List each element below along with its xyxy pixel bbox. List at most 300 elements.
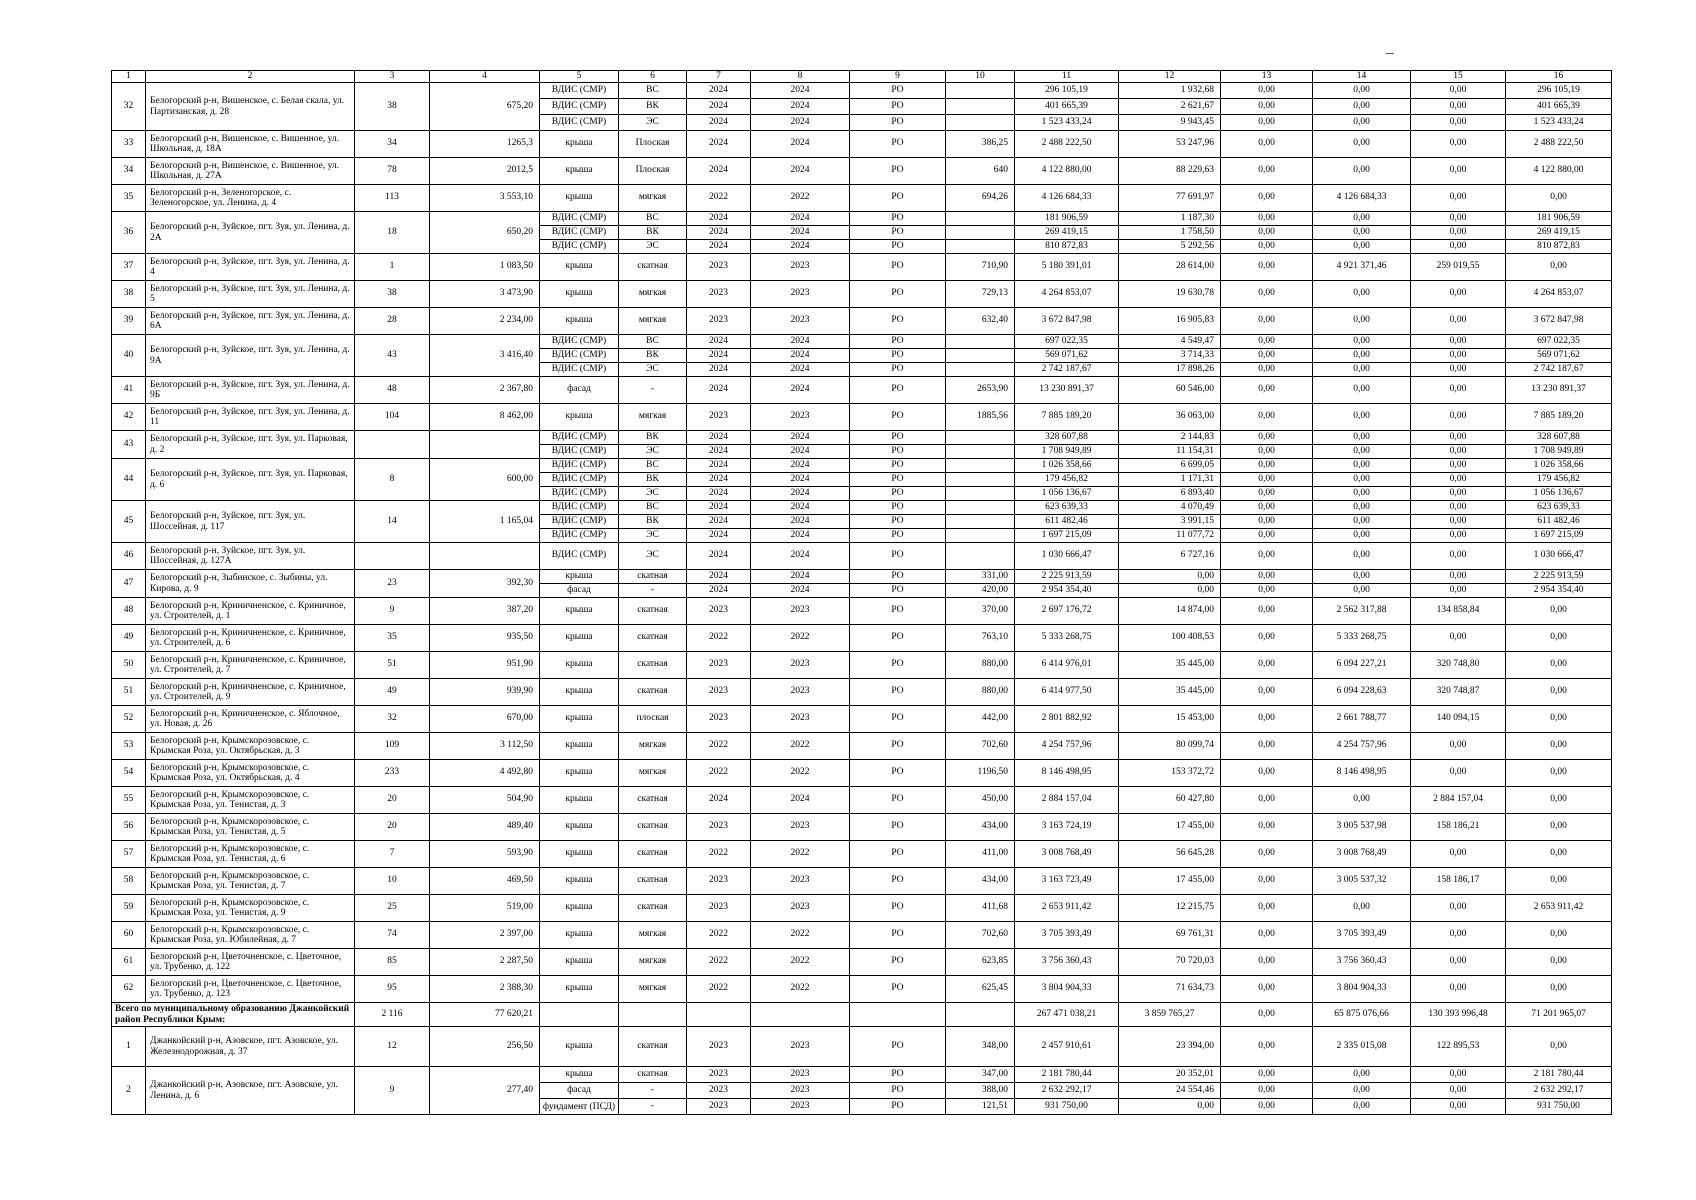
address-cell: Белогорский р-н, Зуйское, пгт. Зуя, ул. Ленина, д. 5: [146, 281, 355, 308]
row-number: 48: [112, 598, 146, 625]
total-area: 489,40: [430, 814, 540, 841]
fact-year: 2024: [751, 335, 850, 349]
work-subtype: скатная: [619, 625, 687, 652]
address-cell: Белогорский р-н, Зуйское, пгт. Зуя, ул. Ленина, д. 2А: [146, 212, 355, 254]
executor: РО: [850, 1099, 946, 1115]
fund-federal: 0,00: [1221, 212, 1313, 226]
table-row: [112, 501, 1612, 515]
fund-owners: 2 954 354,40: [1506, 584, 1612, 598]
table-row: [112, 185, 1612, 212]
executor: РО: [850, 529, 946, 543]
work-cost: 1 708 949,89: [1015, 445, 1119, 459]
total-area: 3 416,40: [430, 335, 540, 377]
work-volume: 411,68: [946, 895, 1015, 922]
executor: РО: [850, 281, 946, 308]
fund-owners: 1 523 433,24: [1506, 115, 1612, 131]
unit-cost: 88 229,63: [1119, 158, 1221, 185]
executor: РО: [850, 308, 946, 335]
work-volume: 880,00: [946, 652, 1015, 679]
fact-year: 2022: [751, 949, 850, 976]
executor: РО: [850, 459, 946, 473]
residents-count: 1: [355, 254, 430, 281]
work-type: фундамент (ПСД): [540, 1099, 619, 1115]
fund-federal: 0,00: [1221, 1067, 1313, 1083]
work-cost: 2 181 780,44: [1015, 1067, 1119, 1083]
table-row: [112, 760, 1612, 787]
fact-year: 2024: [751, 131, 850, 158]
executor: РО: [850, 349, 946, 363]
fact-year: 2022: [751, 733, 850, 760]
fund-local: 0,00: [1411, 404, 1506, 431]
address-cell: Белогорский р-н, Зуйское, пгт. Зуя, ул. Ленина, д. 11: [146, 404, 355, 431]
work-cost: 401 665,39: [1015, 99, 1119, 115]
plan-year: 2022: [687, 922, 751, 949]
plan-year: 2024: [687, 377, 751, 404]
work-cost: 2 801 882,92: [1015, 706, 1119, 733]
work-cost: 8 146 498,95: [1015, 760, 1119, 787]
work-subtype: скатная: [619, 895, 687, 922]
total-area: 277,40: [430, 1067, 540, 1115]
table-row: [112, 212, 1612, 226]
fact-year: 2024: [751, 240, 850, 254]
fund-local: 0,00: [1411, 131, 1506, 158]
total-area: 939,90: [430, 679, 540, 706]
work-volume: [946, 115, 1015, 131]
fact-year: 2024: [751, 115, 850, 131]
address-cell: Белогорский р-н, Зуйское, пгт. Зуя, ул. Ленина, д. 9А: [146, 335, 355, 377]
column-number-6: 6: [619, 71, 687, 83]
fund-republic: 0,00: [1313, 515, 1411, 529]
residents-count: 10: [355, 868, 430, 895]
fund-local: 0,00: [1411, 335, 1506, 349]
work-type: крыша: [540, 841, 619, 868]
work-cost: 296 105,19: [1015, 83, 1119, 99]
fund-republic: 0,00: [1313, 240, 1411, 254]
plan-year: 2024: [687, 584, 751, 598]
fund-federal: 0,00: [1221, 501, 1313, 515]
fund-republic: 6 094 228,63: [1313, 679, 1411, 706]
total-area: 600,00: [430, 459, 540, 501]
plan-year: 2024: [687, 445, 751, 459]
fact-year: 2023: [751, 868, 850, 895]
plan-year: 2024: [687, 473, 751, 487]
fact-year: 2023: [751, 895, 850, 922]
fund-federal: 0,00: [1221, 185, 1313, 212]
row-number: 57: [112, 841, 146, 868]
executor: РО: [850, 1083, 946, 1099]
address-cell: Белогорский р-н, Зуйское, пгт. Зуя, ул. Ленина, д. 4: [146, 254, 355, 281]
column-number-11: 11: [1015, 71, 1119, 83]
table-row: [112, 841, 1612, 868]
executor: РО: [850, 868, 946, 895]
column-number-7: 7: [687, 71, 751, 83]
fund-republic: 0,00: [1313, 459, 1411, 473]
work-cost: 3 163 723,49: [1015, 868, 1119, 895]
table-row: [112, 868, 1612, 895]
fund-owners: 1 056 136,67: [1506, 487, 1612, 501]
table-row: [112, 733, 1612, 760]
column-number-5: 5: [540, 71, 619, 83]
unit-cost: 2 144,83: [1119, 431, 1221, 445]
residents-count: 18: [355, 212, 430, 254]
fund-republic: 4 921 371,46: [1313, 254, 1411, 281]
fund-republic: 0,00: [1313, 445, 1411, 459]
fund-local: 0,00: [1411, 445, 1506, 459]
fund-republic: 0,00: [1313, 1099, 1411, 1115]
unit-cost: 23 394,00: [1119, 1027, 1221, 1067]
fund-republic: 0,00: [1313, 226, 1411, 240]
fact-year: 2024: [751, 515, 850, 529]
executor: РО: [850, 787, 946, 814]
unit-cost: 53 247,96: [1119, 131, 1221, 158]
work-type: ВДИС (СМР): [540, 349, 619, 363]
fund-republic: 0,00: [1313, 501, 1411, 515]
residents-count: 28: [355, 308, 430, 335]
fund-owners: 2 181 780,44: [1506, 1067, 1612, 1083]
address-cell: Белогорский р-н, Цветочненское, с. Цветочное, ул. Трубенко, д. 123: [146, 976, 355, 1003]
fund-local: 158 186,21: [1411, 814, 1506, 841]
row-number: 34: [112, 158, 146, 185]
fact-year: 2024: [751, 529, 850, 543]
table-row: [112, 787, 1612, 814]
unit-cost: 4 070,49: [1119, 501, 1221, 515]
table-row: [112, 281, 1612, 308]
row-number: 49: [112, 625, 146, 652]
work-volume: [946, 487, 1015, 501]
fund-republic: 0,00: [1313, 529, 1411, 543]
work-subtype: -: [619, 377, 687, 404]
work-cost: 3 756 360,43: [1015, 949, 1119, 976]
executor: РО: [850, 1027, 946, 1067]
work-type: крыша: [540, 254, 619, 281]
fact-year: 2023: [751, 1027, 850, 1067]
work-volume: [946, 473, 1015, 487]
executor: РО: [850, 363, 946, 377]
address-cell: Белогорский р-н, Крымскорозовское, с. Крымская Роза, ул. Октябрьская, д. 3: [146, 733, 355, 760]
work-subtype: скатная: [619, 570, 687, 584]
work-type: ВДИС (СМР): [540, 226, 619, 240]
fund-republic: 0,00: [1313, 570, 1411, 584]
unit-cost: 80 099,74: [1119, 733, 1221, 760]
fund-republic: 0,00: [1313, 473, 1411, 487]
fund-owners: 611 482,46: [1506, 515, 1612, 529]
row-number: 37: [112, 254, 146, 281]
fund-republic: 3 005 537,98: [1313, 814, 1411, 841]
executor: РО: [850, 733, 946, 760]
total-area: 670,00: [430, 706, 540, 733]
executor: РО: [850, 131, 946, 158]
unit-cost: 11 077,72: [1119, 529, 1221, 543]
unit-cost: 6 699,05: [1119, 459, 1221, 473]
table-row: [112, 459, 1612, 473]
fund-local: 0,00: [1411, 733, 1506, 760]
work-cost: 179 456,82: [1015, 473, 1119, 487]
work-type: крыша: [540, 760, 619, 787]
executor: РО: [850, 949, 946, 976]
plan-year: 2023: [687, 706, 751, 733]
unit-cost: 70 720,03: [1119, 949, 1221, 976]
work-cost: 931 750,00: [1015, 1099, 1119, 1115]
work-cost: 1 030 666,47: [1015, 543, 1119, 570]
fund-federal: 0,00: [1221, 1027, 1313, 1067]
work-subtype: мягкая: [619, 760, 687, 787]
fund-owners: 2 632 292,17: [1506, 1083, 1612, 1099]
work-volume: 729,13: [946, 281, 1015, 308]
row-number: 61: [112, 949, 146, 976]
work-subtype: ЭС: [619, 363, 687, 377]
table-row: [112, 1027, 1612, 1067]
executor: РО: [850, 501, 946, 515]
row-number: 2: [112, 1067, 146, 1115]
row-number: 1: [112, 1027, 146, 1067]
fund-republic: 0,00: [1313, 1083, 1411, 1099]
work-volume: 347,00: [946, 1067, 1015, 1083]
executor: РО: [850, 706, 946, 733]
plan-year: 2024: [687, 487, 751, 501]
total-area: [430, 543, 540, 570]
fact-year: 2023: [751, 404, 850, 431]
plan-year: 2023: [687, 679, 751, 706]
work-subtype: скатная: [619, 841, 687, 868]
total-area: 392,30: [430, 570, 540, 598]
unit-cost: 100 408,53: [1119, 625, 1221, 652]
work-subtype: скатная: [619, 679, 687, 706]
unit-cost: 35 445,00: [1119, 652, 1221, 679]
fund-republic: 0,00: [1313, 99, 1411, 115]
fund-federal: 0,00: [1221, 949, 1313, 976]
fund-owners: 569 071,62: [1506, 349, 1612, 363]
fund-owners: 2 653 911,42: [1506, 895, 1612, 922]
unit-cost: 15 453,00: [1119, 706, 1221, 733]
scan-mark: [1386, 53, 1394, 54]
work-cost: 2 632 292,17: [1015, 1083, 1119, 1099]
work-type: фасад: [540, 377, 619, 404]
fact-year: 2024: [751, 445, 850, 459]
unit-cost: 2 621,67: [1119, 99, 1221, 115]
unit-cost: 3 714,33: [1119, 349, 1221, 363]
fund-owners: 697 022,35: [1506, 335, 1612, 349]
work-type: ВДИС (СМР): [540, 487, 619, 501]
fact-year: 2023: [751, 1067, 850, 1083]
total-c12: 3 859 765,27: [1119, 1003, 1221, 1027]
work-cost: 623 639,33: [1015, 501, 1119, 515]
work-subtype: Плоская: [619, 131, 687, 158]
fact-year: 2024: [751, 212, 850, 226]
fund-federal: 0,00: [1221, 895, 1313, 922]
fund-republic: 6 094 227,21: [1313, 652, 1411, 679]
fund-local: 2 884 157,04: [1411, 787, 1506, 814]
column-number-9: 9: [850, 71, 946, 83]
executor: РО: [850, 895, 946, 922]
fund-federal: 0,00: [1221, 760, 1313, 787]
fund-federal: 0,00: [1221, 841, 1313, 868]
work-subtype: ЭС: [619, 240, 687, 254]
work-type: крыша: [540, 787, 619, 814]
work-type: крыша: [540, 814, 619, 841]
work-subtype: -: [619, 584, 687, 598]
executor: РО: [850, 584, 946, 598]
unit-cost: 1 932,68: [1119, 83, 1221, 99]
unit-cost: 14 874,00: [1119, 598, 1221, 625]
total-area: 2012,5: [430, 158, 540, 185]
work-subtype: ВК: [619, 473, 687, 487]
work-volume: [946, 99, 1015, 115]
work-volume: [946, 501, 1015, 515]
total-c14: 65 875 076,66: [1313, 1003, 1411, 1027]
total-c13: 0,00: [1221, 1003, 1313, 1027]
work-cost: 6 414 976,01: [1015, 652, 1119, 679]
fact-year: 2022: [751, 922, 850, 949]
fund-owners: 931 750,00: [1506, 1099, 1612, 1115]
fact-year: 2022: [751, 760, 850, 787]
total-area: 1 165,04: [430, 501, 540, 543]
total-residents: 2 116: [355, 1003, 430, 1027]
address-cell: Белогорский р-н, Крымскорозовское, с. Крымская Роза, ул. Тенистая, д. 6: [146, 841, 355, 868]
total-area: 2 397,00: [430, 922, 540, 949]
address-cell: Белогорский р-н, Зуйское, пгт. Зуя, ул. Шоссейная, д. 127А: [146, 543, 355, 570]
unit-cost: 69 761,31: [1119, 922, 1221, 949]
work-type: крыша: [540, 281, 619, 308]
fund-owners: 179 456,82: [1506, 473, 1612, 487]
total-row: [112, 1003, 1612, 1027]
work-volume: [946, 240, 1015, 254]
work-type: фасад: [540, 1083, 619, 1099]
table-row: [112, 131, 1612, 158]
unit-cost: 19 630,78: [1119, 281, 1221, 308]
table-row: [112, 431, 1612, 445]
plan-year: 2024: [687, 515, 751, 529]
column-number-4: 4: [430, 71, 540, 83]
address-cell: Белогорский р-н, Криничненское, с. Криничное, ул. Строителей, д. 7: [146, 652, 355, 679]
work-cost: 1 056 136,67: [1015, 487, 1119, 501]
fund-republic: 0,00: [1313, 212, 1411, 226]
fund-owners: 0,00: [1506, 760, 1612, 787]
residents-count: 104: [355, 404, 430, 431]
row-number: 54: [112, 760, 146, 787]
plan-year: 2024: [687, 349, 751, 363]
fund-local: 0,00: [1411, 529, 1506, 543]
residents-count: 12: [355, 1027, 430, 1067]
unit-cost: 1 171,31: [1119, 473, 1221, 487]
fund-federal: 0,00: [1221, 226, 1313, 240]
fund-federal: 0,00: [1221, 99, 1313, 115]
fact-year: 2023: [751, 1099, 850, 1115]
fund-local: 0,00: [1411, 543, 1506, 570]
work-subtype: ЭС: [619, 115, 687, 131]
fact-year: 2024: [751, 487, 850, 501]
empty-cell: [619, 1003, 687, 1027]
fund-republic: 0,00: [1313, 404, 1411, 431]
unit-cost: 5 292,56: [1119, 240, 1221, 254]
unit-cost: 11 154,31: [1119, 445, 1221, 459]
executor: РО: [850, 83, 946, 99]
total-area: [430, 431, 540, 459]
work-volume: 702,60: [946, 922, 1015, 949]
unit-cost: 12 215,75: [1119, 895, 1221, 922]
fund-local: 0,00: [1411, 584, 1506, 598]
fact-year: 2023: [751, 679, 850, 706]
fund-republic: 0,00: [1313, 83, 1411, 99]
executor: РО: [850, 431, 946, 445]
fund-owners: 0,00: [1506, 733, 1612, 760]
fund-republic: 0,00: [1313, 281, 1411, 308]
fact-year: 2022: [751, 841, 850, 868]
work-type: ВДИС (СМР): [540, 240, 619, 254]
row-number: 44: [112, 459, 146, 501]
executor: РО: [850, 570, 946, 584]
residents-count: 95: [355, 976, 430, 1003]
total-c11: 267 471 038,21: [1015, 1003, 1119, 1027]
residents-count: 38: [355, 83, 430, 131]
row-number: 43: [112, 431, 146, 459]
residents-count: 23: [355, 570, 430, 598]
work-volume: [946, 515, 1015, 529]
work-volume: 710,90: [946, 254, 1015, 281]
unit-cost: 3 991,15: [1119, 515, 1221, 529]
fund-local: 0,00: [1411, 922, 1506, 949]
executor: РО: [850, 814, 946, 841]
work-cost: 13 230 891,37: [1015, 377, 1119, 404]
column-number-3: 3: [355, 71, 430, 83]
fund-local: 134 858,84: [1411, 598, 1506, 625]
address-cell: Белогорский р-н, Вишенское, с. Вишенное, ул. Школьная, д. 27А: [146, 158, 355, 185]
address-cell: Белогорский р-н, Криничненское, с. Яблочное, ул. Новая, д. 26: [146, 706, 355, 733]
column-number-14: 14: [1313, 71, 1411, 83]
work-volume: [946, 459, 1015, 473]
executor: РО: [850, 922, 946, 949]
fund-owners: 1 708 949,89: [1506, 445, 1612, 459]
fund-owners: 4 122 880,00: [1506, 158, 1612, 185]
work-subtype: ВК: [619, 226, 687, 240]
unit-cost: 17 898,26: [1119, 363, 1221, 377]
fund-owners: 181 906,59: [1506, 212, 1612, 226]
plan-year: 2023: [687, 308, 751, 335]
fund-federal: 0,00: [1221, 487, 1313, 501]
work-type: крыша: [540, 131, 619, 158]
table-row: [112, 706, 1612, 733]
work-type: крыша: [540, 598, 619, 625]
work-subtype: ВК: [619, 99, 687, 115]
work-subtype: скатная: [619, 598, 687, 625]
work-subtype: ВК: [619, 515, 687, 529]
table-row: [112, 814, 1612, 841]
fund-local: 0,00: [1411, 459, 1506, 473]
total-c16: 71 201 965,07: [1506, 1003, 1612, 1027]
row-number: 53: [112, 733, 146, 760]
fund-federal: 0,00: [1221, 281, 1313, 308]
executor: РО: [850, 240, 946, 254]
fund-federal: 0,00: [1221, 570, 1313, 584]
fund-republic: 2 661 788,77: [1313, 706, 1411, 733]
fund-local: 259 019,55: [1411, 254, 1506, 281]
fund-local: 0,00: [1411, 515, 1506, 529]
work-volume: 411,00: [946, 841, 1015, 868]
fund-local: 0,00: [1411, 760, 1506, 787]
work-cost: 2 488 222,50: [1015, 131, 1119, 158]
table-row: [112, 625, 1612, 652]
plan-year: 2023: [687, 1099, 751, 1115]
work-subtype: мягкая: [619, 976, 687, 1003]
plan-year: 2022: [687, 733, 751, 760]
residents-count: 9: [355, 598, 430, 625]
fund-owners: 0,00: [1506, 706, 1612, 733]
fund-federal: 0,00: [1221, 158, 1313, 185]
work-type: ВДИС (СМР): [540, 212, 619, 226]
fund-owners: 1 026 358,66: [1506, 459, 1612, 473]
work-subtype: скатная: [619, 868, 687, 895]
work-subtype: ЭС: [619, 529, 687, 543]
plan-year: 2023: [687, 281, 751, 308]
